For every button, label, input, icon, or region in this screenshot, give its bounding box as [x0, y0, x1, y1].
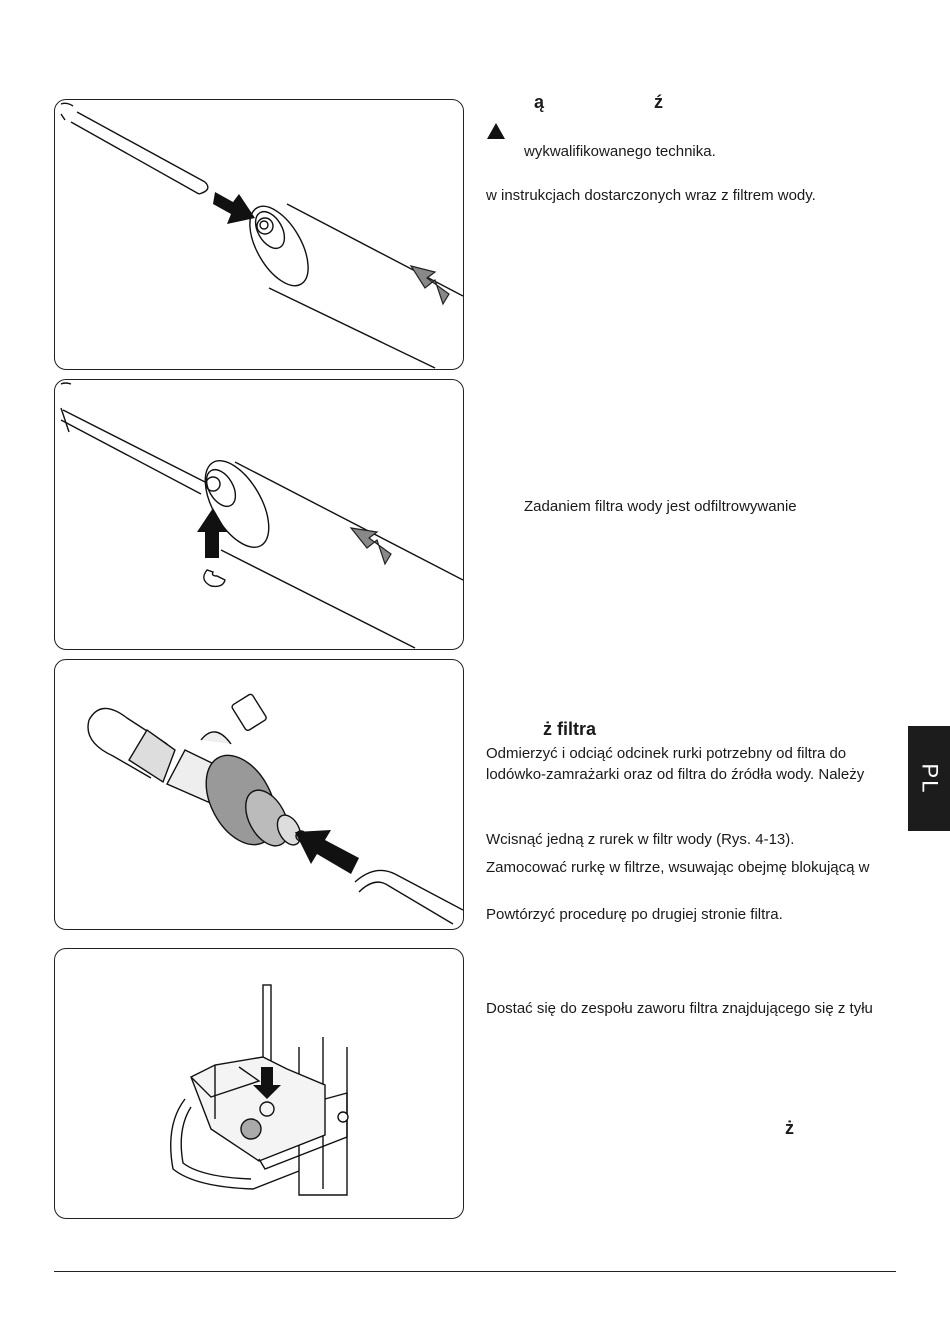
- warning-text: wykwalifikowanego technika.: [524, 143, 716, 160]
- section-heading-fragment-1: ą: [534, 92, 545, 112]
- section-heading-fragment-2: ź: [654, 92, 663, 112]
- bottom-heading-fragment: ż: [785, 1118, 794, 1138]
- valve-access-paragraph: Dostać się do zespołu zaworu filtra znajdującego się z tyłu: [486, 1000, 873, 1017]
- valve-bracket-mount-illustration: [55, 949, 463, 1218]
- language-tab: [908, 726, 950, 831]
- filter-section-line-1: Odmierzyć i odciąć odcinek rurki potrzebny od filtra do: [486, 745, 847, 762]
- filter-purpose-paragraph: Zadaniem filtra wody jest odfiltrowywanie: [524, 498, 797, 515]
- step-fix-tube: Zamocować rurkę w filtrze, wsuwając obejmę blokującą w: [486, 859, 870, 876]
- filter-tube-insert-illustration: [55, 100, 463, 369]
- warning-triangle-icon: [487, 123, 505, 139]
- language-tab-label: PL: [916, 763, 942, 794]
- filter-clip-lock-illustration: [55, 380, 463, 649]
- figure-panel-1: [54, 99, 464, 370]
- instructions-paragraph: w instrukcjach dostarczonych wraz z filtrem wody.: [486, 187, 816, 204]
- filter-section-line-2: lodówko-zamrażarki oraz od filtra do źródła wody. Należy: [486, 766, 865, 783]
- figure-panel-4: [54, 948, 464, 1219]
- footer-divider: [54, 1271, 896, 1272]
- step-insert-tube: Wcisnąć jedną z rurek w filtr wody (Rys. 4-13).: [486, 831, 795, 848]
- figure-panel-2: [54, 379, 464, 650]
- figure-panel-3: [54, 659, 464, 930]
- step-repeat: Powtórzyć procedurę po drugiej stronie filtra.: [486, 906, 783, 923]
- valve-tube-connection-illustration: [55, 660, 463, 929]
- filter-section-heading: ż filtra: [543, 719, 597, 739]
